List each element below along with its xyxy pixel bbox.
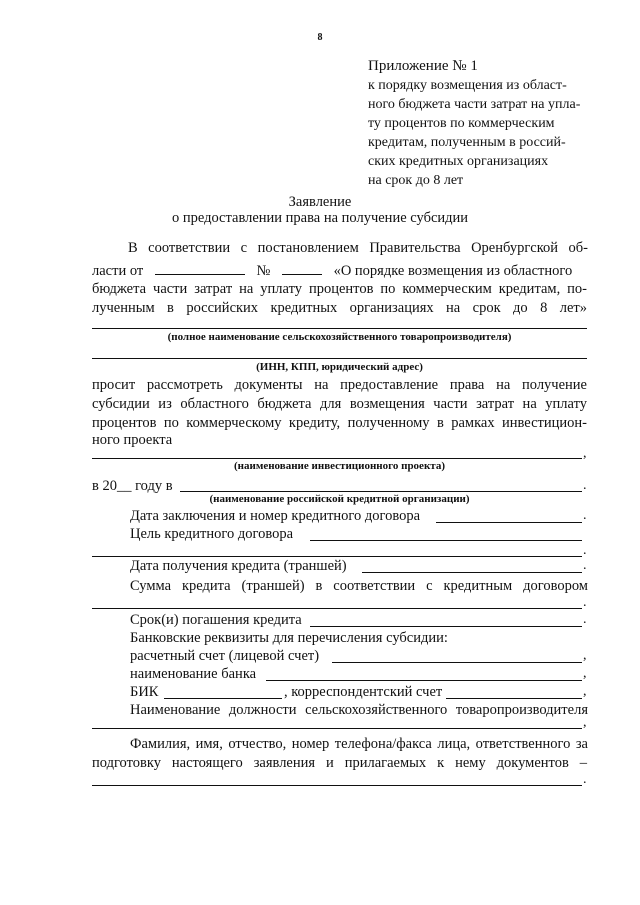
document-title: Заявление bbox=[288, 194, 352, 210]
appendix-line: кредитам, полученным в россий- bbox=[368, 135, 566, 150]
year-line-label: в 20__ году в bbox=[92, 478, 173, 494]
purpose-field-cont[interactable] bbox=[92, 556, 582, 557]
term-field[interactable] bbox=[310, 626, 582, 627]
intro-text: ласти от bbox=[92, 263, 144, 279]
appendix-line: на срок до 8 лет bbox=[368, 173, 464, 188]
producer-name-field[interactable] bbox=[92, 328, 587, 329]
corr-account-label: , корреспондентский счет bbox=[284, 684, 443, 700]
responsible-line: подготовку настоящего заявления и прилагаемых к нему документов – bbox=[92, 755, 587, 771]
receipt-date-label: Дата получения кредита (траншей) bbox=[130, 558, 347, 574]
bank-field[interactable] bbox=[266, 680, 582, 681]
comma-mark: , bbox=[583, 666, 587, 681]
comma-mark: , bbox=[583, 446, 587, 461]
position-label: Наименование должности сельскохозяйственного товаропроизводителя bbox=[130, 702, 588, 718]
project-name-caption: (наименование инвестиционного проекта) bbox=[234, 460, 445, 472]
dot-mark: . bbox=[583, 478, 587, 493]
dot-mark: . bbox=[583, 595, 587, 610]
bik-field[interactable] bbox=[164, 698, 282, 699]
date-field[interactable] bbox=[155, 262, 245, 275]
request-line: субсидии из областного бюджета для возмещения части затрат на уплату bbox=[92, 396, 587, 412]
inn-caption: (ИНН, КПП, юридический адрес) bbox=[256, 361, 423, 373]
bank-name-caption: (наименование российской кредитной организации) bbox=[209, 493, 470, 505]
responsible-field[interactable] bbox=[92, 785, 582, 786]
receipt-date-field[interactable] bbox=[362, 572, 582, 573]
document-subtitle: о предоставлении права на получение субсидии bbox=[171, 210, 469, 226]
request-line: процентов по коммерческому кредиту, полученному в рамках инвестицион- bbox=[92, 415, 587, 431]
inn-field[interactable] bbox=[92, 358, 587, 359]
contract-label: Дата заключения и номер кредитного договора bbox=[130, 508, 421, 524]
number-sign: № bbox=[256, 263, 271, 279]
corr-account-field[interactable] bbox=[446, 698, 582, 699]
contract-field[interactable] bbox=[436, 522, 582, 523]
comma-mark: , bbox=[583, 684, 587, 699]
project-name-field[interactable] bbox=[92, 458, 582, 459]
appendix-title: Приложение № 1 bbox=[368, 58, 478, 74]
intro-line: В соответствии с постановлением Правительства Оренбургской об- bbox=[128, 240, 588, 256]
appendix-line: к порядку возмещения из област- bbox=[368, 78, 567, 93]
appendix-line: ту процентов по коммерческим bbox=[368, 116, 555, 131]
dot-mark: . bbox=[583, 558, 587, 573]
appendix-block bbox=[368, 57, 598, 190]
account-label: расчетный счет (лицевой счет) bbox=[130, 648, 320, 664]
purpose-field[interactable] bbox=[310, 540, 582, 541]
page-number: 8 bbox=[317, 32, 323, 43]
responsible-line: Фамилия, имя, отчество, номер телефона/факса лица, ответственного за bbox=[130, 736, 588, 752]
bik-label: БИК bbox=[130, 684, 159, 700]
intro-line: лученным в российских кредитных организациях на срок до 8 лет» bbox=[92, 300, 587, 316]
dot-mark: . bbox=[583, 612, 587, 627]
producer-name-caption: (полное наименование сельскохозяйственного товаропроизводителя) bbox=[167, 331, 512, 343]
bank-label: наименование банка bbox=[130, 666, 257, 682]
bank-details-label: Банковские реквизиты для перечисления субсидии: bbox=[130, 630, 448, 646]
request-line: ного проекта bbox=[92, 432, 173, 448]
appendix-line: ного бюджета части затрат на упла- bbox=[368, 97, 581, 112]
dot-mark: . bbox=[583, 772, 587, 787]
bank-name-field[interactable] bbox=[180, 491, 582, 492]
term-label: Срок(и) погашения кредита bbox=[130, 612, 302, 628]
intro-line: бюджета части затрат на уплату процентов по коммерческим кредитам, по- bbox=[92, 281, 587, 297]
comma-mark: , bbox=[583, 648, 587, 663]
number-field[interactable] bbox=[282, 262, 322, 275]
intro-text: «О порядке возмещения из областного bbox=[333, 263, 573, 279]
purpose-label: Цель кредитного договора bbox=[130, 526, 294, 542]
amount-label: Сумма кредита (траншей) в соответствии с кредитным договором bbox=[130, 578, 588, 594]
comma-mark: , bbox=[583, 715, 587, 730]
dot-mark: . bbox=[583, 543, 587, 558]
position-field[interactable] bbox=[92, 728, 582, 729]
intro-line bbox=[92, 262, 572, 280]
request-line: просит рассмотреть документы на предоставление права на получение bbox=[92, 377, 587, 393]
amount-field[interactable] bbox=[92, 608, 582, 609]
account-field[interactable] bbox=[332, 662, 582, 663]
appendix-line: ских кредитных организациях bbox=[368, 154, 549, 169]
dot-mark: . bbox=[583, 508, 587, 523]
